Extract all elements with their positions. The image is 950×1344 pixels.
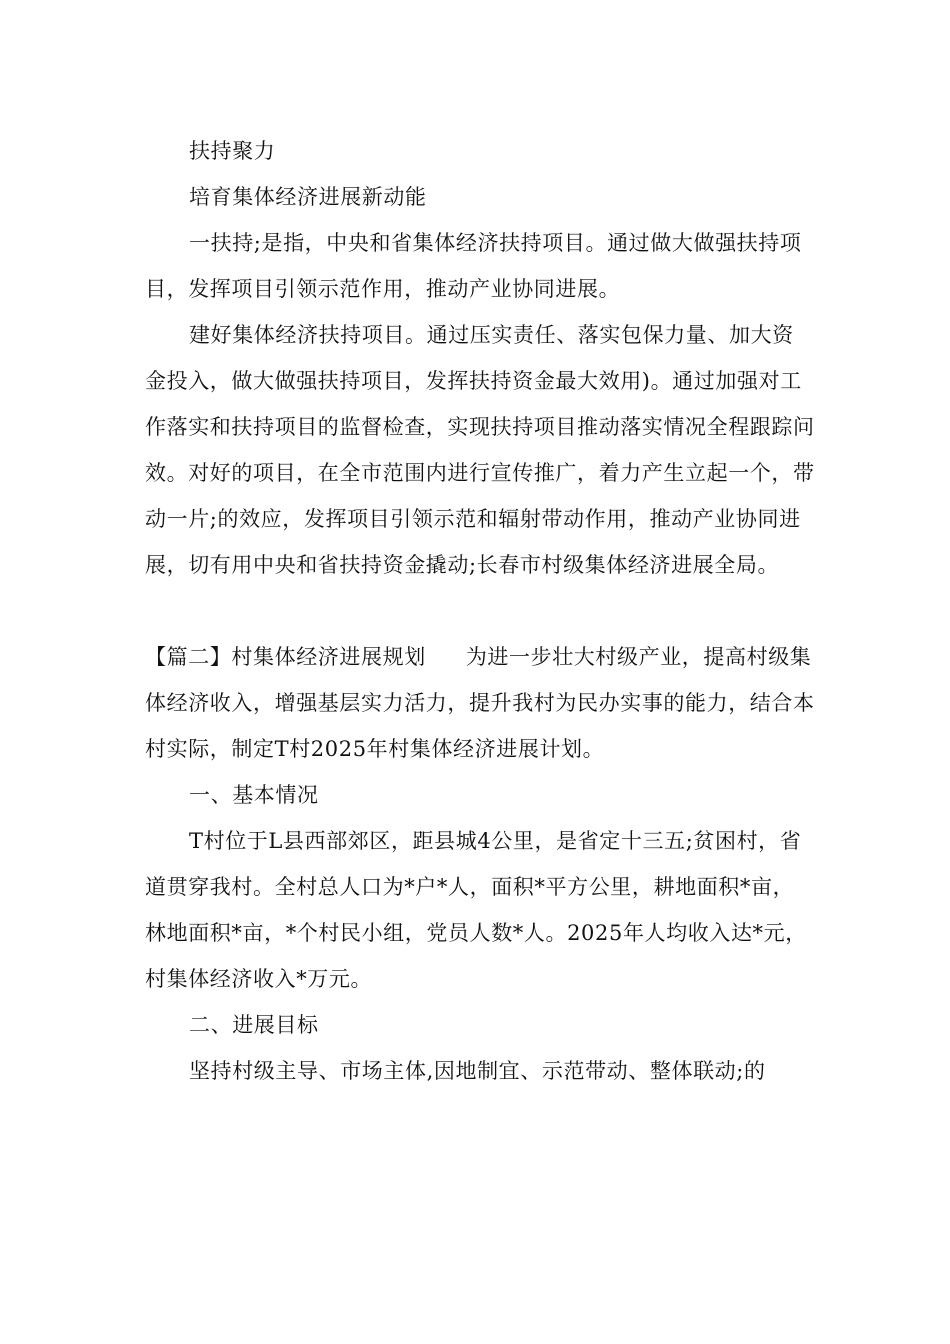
paragraph-support-projects: 建好集体经济扶持项目。通过压实责任、落实包保力量、加大资金投入，做大做强扶持项目，发挥扶持资金最大效用)。通过加强对工作落实和扶持项目的监督检查，实现扶持项目推动落实情况全程跟踪问效。对好的项目，在全市范围内进行宣传推广，着力产生立起一个，带动一片;的效应，发挥项目引领示范和辐射带动作用，推动产业协同进展，切有用中央和省扶持资金撬动;长春市村级集体经济进展全局。 <box>145 323 815 577</box>
section2-first-paragraph <box>145 634 815 772</box>
subsection2-title: 二、进展目标 <box>189 1013 319 1037</box>
paragraph-support-definition: 一扶持;是指，中央和省集体经济扶持项目。通过做大做强扶持项目，发挥项目引领示范作用，推动产业协同进展。 <box>145 231 802 301</box>
paragraph-subheading: 培育集体经济进展新动能 <box>189 185 427 209</box>
subsection2-body: 坚持村级主导、市场主体,因地制宜、示范带动、整体联动;的 <box>189 1059 766 1083</box>
subsection1-body: T村位于L县西部郊区，距县城4公里，是省定十三五;贫困村，省道贯穿我村。全村总人口为*户*人，面积*平方公里，耕地面积*亩，林地面积*亩，*个村民小组，党员人数*人。2025年人均收入达*元，村集体经济收入*万元。 <box>145 829 807 991</box>
section2-heading: 【篇二】村集体经济进展规划 <box>145 645 426 669</box>
section2-intro: 为进一步壮大村级产业，提高村级集体经济收入，增强基层实力活力，提升我村为民办实事的能力，结合本村实际，制定T村2025年村集体经济进展计划。 <box>145 645 815 761</box>
paragraph-heading-support: 扶持聚力 <box>189 139 276 163</box>
document-body <box>145 128 815 1094</box>
section-gap <box>145 588 815 634</box>
subsection1-title: 一、基本情况 <box>189 783 319 807</box>
